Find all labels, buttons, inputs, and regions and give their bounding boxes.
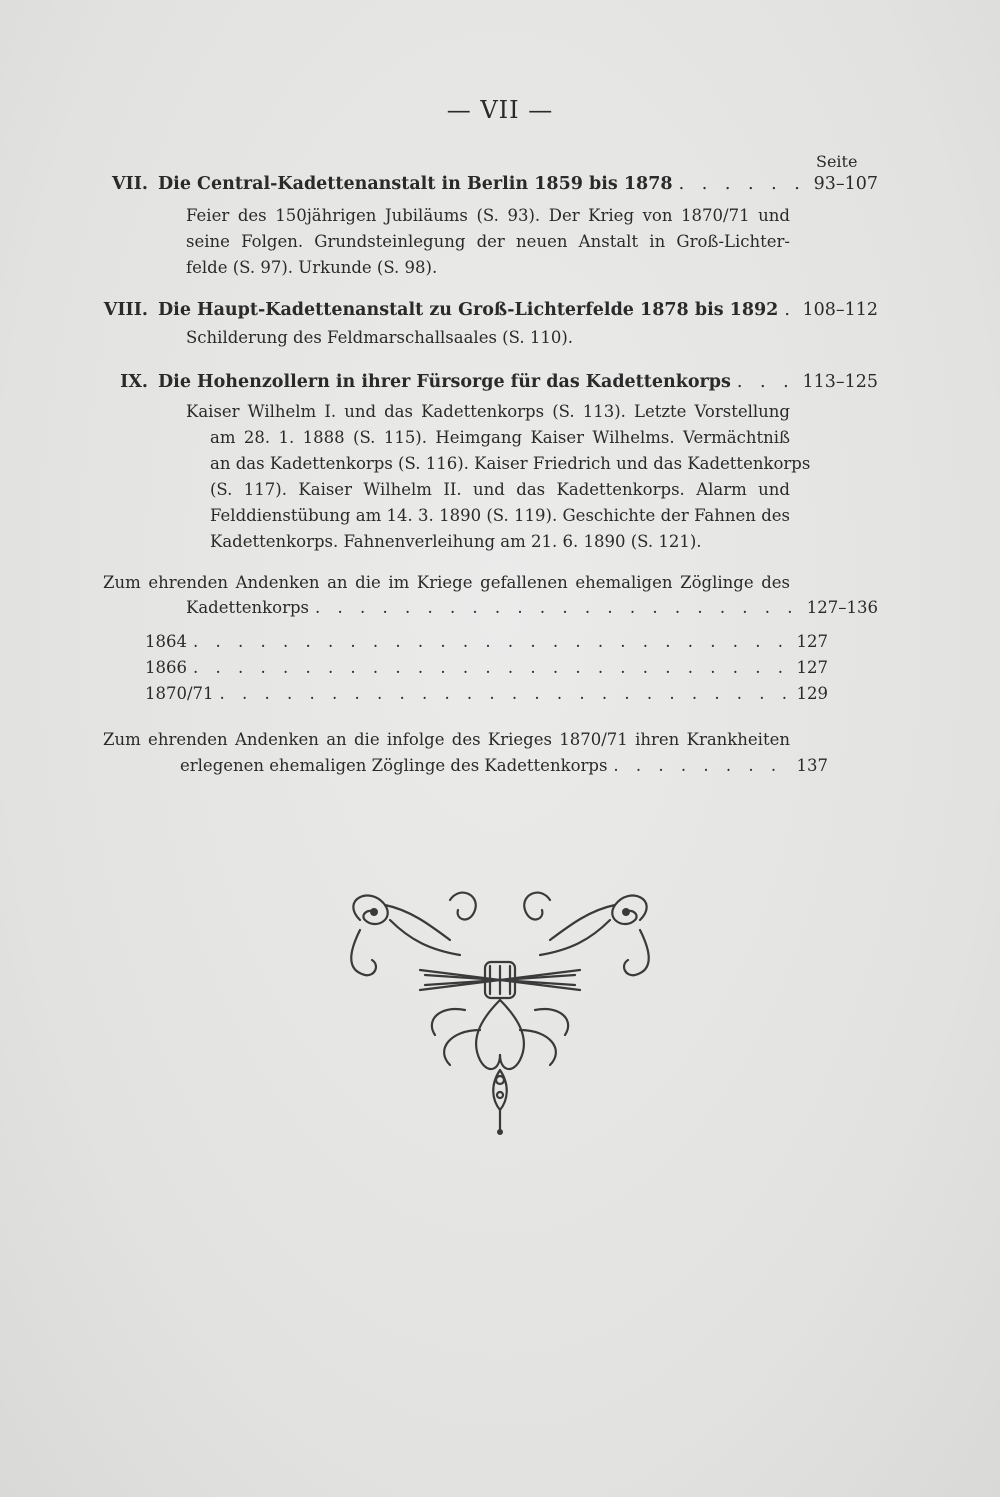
- leader-dots: [679, 174, 808, 194]
- section-desc-line: Kaiser Wilhelm I. und das Kadettenkorps (S. 113). Letzte Vorstellung: [186, 402, 790, 421]
- memorial-pages: 137: [796, 756, 828, 775]
- memorial-entry: [186, 598, 878, 617]
- section-desc-line: Kadettenkorps. Fahnenverleihung am 21. 6. 1890 (S. 121).: [210, 532, 702, 551]
- year-entry: [145, 632, 828, 651]
- year-label: 1866: [145, 658, 187, 677]
- leader-dots: [315, 598, 801, 617]
- memorial-title: Kadettenkorps: [186, 598, 309, 617]
- section-title: Die Hohenzollern in ihrer Fürsorge für das Kadettenkorps: [158, 372, 731, 392]
- memorial-pages: 127–136: [806, 598, 878, 617]
- memorial-entry: [180, 756, 828, 775]
- section-desc-line: Felddienstübung am 14. 3. 1890 (S. 119). Geschichte der Fahnen des: [210, 506, 790, 525]
- leader-dots: [193, 658, 791, 677]
- section-desc-line: felde (S. 97). Urkunde (S. 98).: [186, 258, 438, 277]
- section-pages: 93–107: [813, 174, 878, 194]
- memorial-heading: Zum ehrenden Andenken an die im Kriege gefallenen ehemaligen Zöglinge des: [103, 573, 790, 592]
- year-page: 129: [796, 684, 828, 703]
- leader-dots: [220, 684, 791, 703]
- year-entry: [145, 658, 828, 677]
- section-number: IX.: [120, 372, 148, 392]
- year-page: 127: [796, 632, 828, 651]
- seite-header: Seite: [816, 152, 858, 171]
- section-title: Die Central-Kadettenanstalt in Berlin 1859 bis 1878: [158, 174, 673, 194]
- section-desc-line: seine Folgen. Grundsteinlegung der neuen Anstalt in Groß-Lichter-: [186, 232, 790, 251]
- year-page: 127: [796, 658, 828, 677]
- toc-entry-vii: [110, 174, 878, 194]
- leader-dots: [613, 756, 790, 775]
- section-desc-line: Schilderung des Feldmarschallsaales (S. 110).: [186, 328, 574, 347]
- section-pages: 113–125: [802, 372, 878, 392]
- year-label: 1870/71: [145, 684, 214, 703]
- section-pages: 108–112: [802, 300, 878, 320]
- page-number: — VII —: [446, 96, 554, 124]
- toc-entry-ix: [110, 372, 878, 392]
- year-label: 1864: [145, 632, 187, 651]
- section-number: VII.: [111, 174, 148, 194]
- leader-dots: [193, 632, 791, 651]
- section-desc-line: an das Kadettenkorps (S. 116). Kaiser Friedrich und das Kadettenkorps: [210, 454, 811, 473]
- memorial-heading: Zum ehrenden Andenken an die infolge des Krieges 1870/71 ihren Krankheiten: [103, 730, 790, 749]
- section-desc-line: (S. 117). Kaiser Wilhelm II. und das Kadettenkorps. Alarm und: [210, 480, 790, 499]
- section-desc-line: am 28. 1. 1888 (S. 115). Heimgang Kaiser Wilhelms. Vermächtniß: [210, 428, 790, 447]
- leader-dots: [737, 372, 797, 392]
- section-number: VIII.: [103, 300, 148, 320]
- leader-dots: [784, 300, 796, 320]
- year-entry: [145, 684, 828, 703]
- section-title: Die Haupt-Kadettenanstalt zu Groß-Lichterfelde 1878 bis 1892: [158, 300, 779, 320]
- section-desc-line: Feier des 150jährigen Jubiläums (S. 93). Der Krieg von 1870/71 und: [186, 206, 790, 225]
- ornament-vignette-icon: [330, 880, 670, 1140]
- memorial-title: erlegenen ehemaligen Zöglinge des Kadettenkorps: [180, 756, 608, 775]
- toc-entry-viii: [100, 300, 878, 320]
